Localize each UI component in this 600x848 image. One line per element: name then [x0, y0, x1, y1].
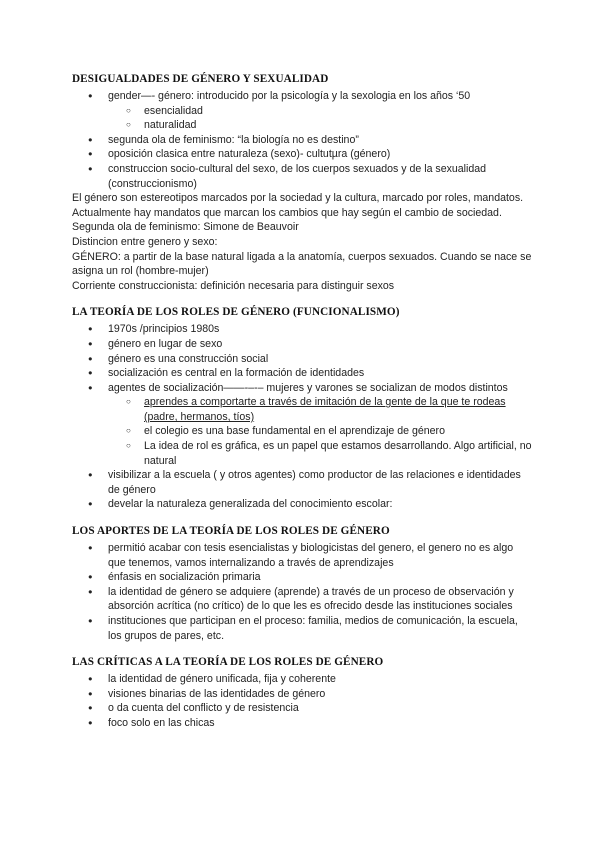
list-item: ● la identidad de género se adquiere (aprende) a través de un proceso de observación y absorción acrítica (no crítico) de lo que les es ofrecido desde las instituciones sociales: [72, 585, 532, 614]
paragraph: El género son estereotipos marcados por la sociedad y la cultura, marcado por roles, mandatos. Actualmente hay mandatos que marcan los cambios que hay según el cambio de sociedad.: [72, 192, 524, 219]
bullet-list: [72, 541, 532, 643]
list-item: ● construccion socio-cultural del sexo, de los cuerpos sexuados y de la sexualidad (construccionismo): [72, 162, 532, 191]
list-item: ● género en lugar de sexo: [72, 337, 532, 352]
sub-list-item: ○ esencialidad: [72, 104, 532, 119]
list-item: ● 1970s /principios 1980s: [72, 322, 532, 337]
list-item: ● la identidad de género unificada, fija y coherente: [72, 672, 532, 687]
sub-list-item: [72, 395, 532, 424]
list-item: ● visibilizar a la escuela ( y otros agentes) como productor de las relaciones e identidades de género: [72, 468, 532, 497]
paragraph: GÉNERO: a partir de la base natural ligada a la anatomía, cuerpos sexuados. Cuando se nace se asigna un rol (hombre-mujer): [72, 250, 532, 278]
sub-list-item: ○ naturalidad: [72, 118, 532, 133]
paragraph: Segunda ola de feminismo: Simone de Beauvoir: [72, 221, 299, 234]
paragraph: Distincion entre genero y sexo:: [72, 235, 218, 248]
section-title-teoria-roles: LA TEORÍA DE LOS ROLES DE GÉNERO (FUNCIONALISMO): [72, 306, 400, 319]
list-item: ● develar la naturaleza generalizada del conocimiento escolar:: [72, 497, 532, 512]
sub-list-item: ○ La idea de rol es gráfica, es un papel que estamos desarrollando. Algo artificial, no natural: [72, 439, 532, 468]
list-item: ● permitió acabar con tesis esencialistas y biologicistas del genero, el genero no es algo que tenemos, vamos internalizando a través de aprendizajes: [72, 541, 532, 570]
list-item: ● instituciones que participan en el proceso: familia, medios de comunicación, la escuela, los grupos de pares, etc.: [72, 614, 532, 643]
bullet-list: [72, 89, 532, 191]
list-item: ● o da cuenta del conflicto y de resistencia: [72, 701, 532, 716]
sub-bullet-list: [108, 395, 532, 468]
list-item: ● género es una construcción social: [72, 352, 532, 367]
document-content: [72, 72, 532, 731]
list-item: ● socialización es central en la formación de identidades: [72, 366, 532, 381]
paragraph: Corriente construccionista: definición necesaria para distinguir sexos: [72, 279, 395, 292]
list-item: ● énfasis en socialización primaria: [72, 570, 532, 585]
list-item: [72, 381, 532, 469]
underlined-text: aprendes a comportarte a través de imitación de la gente de la que te rodeas (padre, hermanos, tíos): [144, 396, 506, 423]
section-title-aportes: LOS APORTES DE LA TEORÍA DE LOS ROLES DE GÉNERO: [72, 525, 390, 538]
bullet-list: [72, 322, 532, 512]
section-title-criticas: LAS CRÍTICAS A LA TEORÍA DE LOS ROLES DE GÉNERO: [72, 656, 384, 669]
list-item-text: agentes de socialización——-–-– mujeres y varones se socializan de modos distintos: [108, 381, 508, 394]
bullet-list: [72, 672, 532, 730]
sub-list-item: ○ el colegio es una base fundamental en el aprendizaje de género: [72, 424, 532, 439]
sub-bullet-list: [108, 104, 532, 133]
list-item: ● foco solo en las chicas: [72, 716, 532, 731]
list-item: ● visiones binarias de las identidades de género: [72, 687, 532, 702]
list-item: [72, 89, 532, 133]
list-item: ● oposición clasica entre naturaleza (sexo)- cultutµra (género): [72, 147, 532, 162]
list-item-text: gender—- género: introducido por la psicología y la sexologia en los años ‘50: [108, 90, 471, 102]
list-item: ● segunda ola de feminismo: “la biología no es destino”: [72, 133, 532, 148]
section-title-desigualdades: DESIGUALDADES DE GÉNERO Y SEXUALIDAD: [72, 73, 329, 85]
